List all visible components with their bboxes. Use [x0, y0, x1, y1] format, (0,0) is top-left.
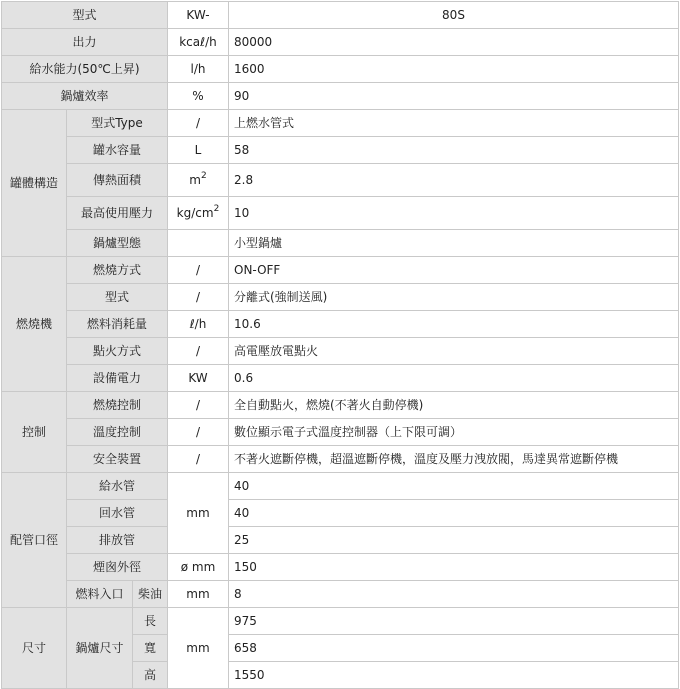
- model-label: 型式: [2, 2, 168, 29]
- supply-pipe-label: 給水管: [67, 473, 168, 500]
- combustion-control-value: 全自動點火，燃燒(不著火自動停機): [229, 392, 679, 419]
- capacity-value: 58: [229, 137, 679, 164]
- output-unit: kcaℓ/h: [168, 29, 229, 56]
- table-row: [2, 581, 679, 608]
- spec-table: [1, 1, 679, 689]
- table-row: [2, 527, 679, 554]
- table-row: [2, 137, 679, 164]
- burn-method-value: ON-OFF: [229, 257, 679, 284]
- efficiency-label: 鍋爐效率: [2, 83, 168, 110]
- structure-type-label: 型式Type: [67, 110, 168, 137]
- efficiency-value: 90: [229, 83, 679, 110]
- table-row: [2, 554, 679, 581]
- safety-unit: /: [168, 446, 229, 473]
- table-row: [2, 230, 679, 257]
- drain-pipe-label: 排放管: [67, 527, 168, 554]
- burner-type-unit: /: [168, 284, 229, 311]
- table-row: [2, 56, 679, 83]
- water-supply-value: 1600: [229, 56, 679, 83]
- power-label: 設備電力: [67, 365, 168, 392]
- table-row: [2, 197, 679, 230]
- burn-method-unit: /: [168, 257, 229, 284]
- safety-value: 不著火遮斷停機，超溫遮斷停機，溫度及壓力洩放閥，馬達異常遮斷停機: [229, 446, 679, 473]
- heat-area-unit: $m^2$: [168, 164, 229, 197]
- length-label: 長: [133, 608, 168, 635]
- structure-type-value: 上燃水管式: [229, 110, 679, 137]
- table-row: [2, 419, 679, 446]
- combustion-control-label: 燃燒控制: [67, 392, 168, 419]
- table-row: [2, 500, 679, 527]
- boiler-size-label: 鍋爐尺寸: [67, 608, 133, 689]
- model-prefix: KW-: [168, 2, 229, 29]
- model-value: 80S: [229, 2, 679, 29]
- table-row: [2, 365, 679, 392]
- burner-type-value: 分離式(強制送風): [229, 284, 679, 311]
- control-group-label: 控制: [2, 392, 67, 473]
- supply-pipe-value: 40: [229, 473, 679, 500]
- width-value: 658: [229, 635, 679, 662]
- height-label: 高: [133, 662, 168, 689]
- piping-group-label: 配管口徑: [2, 473, 67, 608]
- fuel-consumption-value: 10.6: [229, 311, 679, 338]
- structure-type-unit: /: [168, 110, 229, 137]
- table-row: [2, 446, 679, 473]
- combustion-group-label: 燃燒機: [2, 257, 67, 392]
- pressure-value: 10: [229, 197, 679, 230]
- table-row: [2, 164, 679, 197]
- efficiency-unit: %: [168, 83, 229, 110]
- fuel-inlet-unit: mm: [168, 581, 229, 608]
- table-row: [2, 110, 679, 137]
- chimney-unit: ø mm: [168, 554, 229, 581]
- width-label: 寬: [133, 635, 168, 662]
- burn-method-label: 燃燒方式: [67, 257, 168, 284]
- output-value: 80000: [229, 29, 679, 56]
- dimensions-group-label: 尺寸: [2, 608, 67, 689]
- temperature-control-label: 溫度控制: [67, 419, 168, 446]
- table-row: [2, 473, 679, 500]
- return-pipe-value: 40: [229, 500, 679, 527]
- ignition-value: 高電壓放電點火: [229, 338, 679, 365]
- drain-pipe-value: 25: [229, 527, 679, 554]
- temperature-control-value: 數位顯示電子式溫度控制器（上下限可調）: [229, 419, 679, 446]
- fuel-consumption-label: 燃料消耗量: [67, 311, 168, 338]
- fuel-inlet-label: 燃料入口: [67, 581, 133, 608]
- dimensions-unit: mm: [168, 608, 229, 689]
- capacity-unit: L: [168, 137, 229, 164]
- temperature-control-unit: /: [168, 419, 229, 446]
- boiler-type-unit: [168, 230, 229, 257]
- water-supply-label: 給水能力(50℃上昇): [2, 56, 168, 83]
- length-value: 975: [229, 608, 679, 635]
- output-label: 出力: [2, 29, 168, 56]
- fuel-inlet-value: 8: [229, 581, 679, 608]
- power-unit: KW: [168, 365, 229, 392]
- table-row: [2, 83, 679, 110]
- heat-area-value: 2.8: [229, 164, 679, 197]
- table-row: [2, 392, 679, 419]
- capacity-label: 罐水容量: [67, 137, 168, 164]
- table-row: [2, 338, 679, 365]
- fuel-inlet-sub-label: 柴油: [133, 581, 168, 608]
- ignition-label: 點火方式: [67, 338, 168, 365]
- chimney-label: 煙囪外徑: [67, 554, 168, 581]
- structure-group-label: 罐體構造: [2, 110, 67, 257]
- table-row: [2, 257, 679, 284]
- table-row: [2, 29, 679, 56]
- table-row: [2, 284, 679, 311]
- heat-area-label: 傳熱面積: [67, 164, 168, 197]
- boiler-type-value: 小型鍋爐: [229, 230, 679, 257]
- return-pipe-label: 回水管: [67, 500, 168, 527]
- fuel-consumption-unit: ℓ/h: [168, 311, 229, 338]
- combustion-control-unit: /: [168, 392, 229, 419]
- chimney-value: 150: [229, 554, 679, 581]
- piping-unit: mm: [168, 473, 229, 554]
- height-value: 1550: [229, 662, 679, 689]
- table-row: [2, 311, 679, 338]
- pressure-label: 最高使用壓力: [67, 197, 168, 230]
- water-supply-unit: l/h: [168, 56, 229, 83]
- burner-type-label: 型式: [67, 284, 168, 311]
- pressure-unit: $kg/cm^2$: [168, 197, 229, 230]
- table-row: [2, 2, 679, 29]
- safety-label: 安全裝置: [67, 446, 168, 473]
- table-row: [2, 608, 679, 635]
- ignition-unit: /: [168, 338, 229, 365]
- boiler-type-label: 鍋爐型態: [67, 230, 168, 257]
- power-value: 0.6: [229, 365, 679, 392]
